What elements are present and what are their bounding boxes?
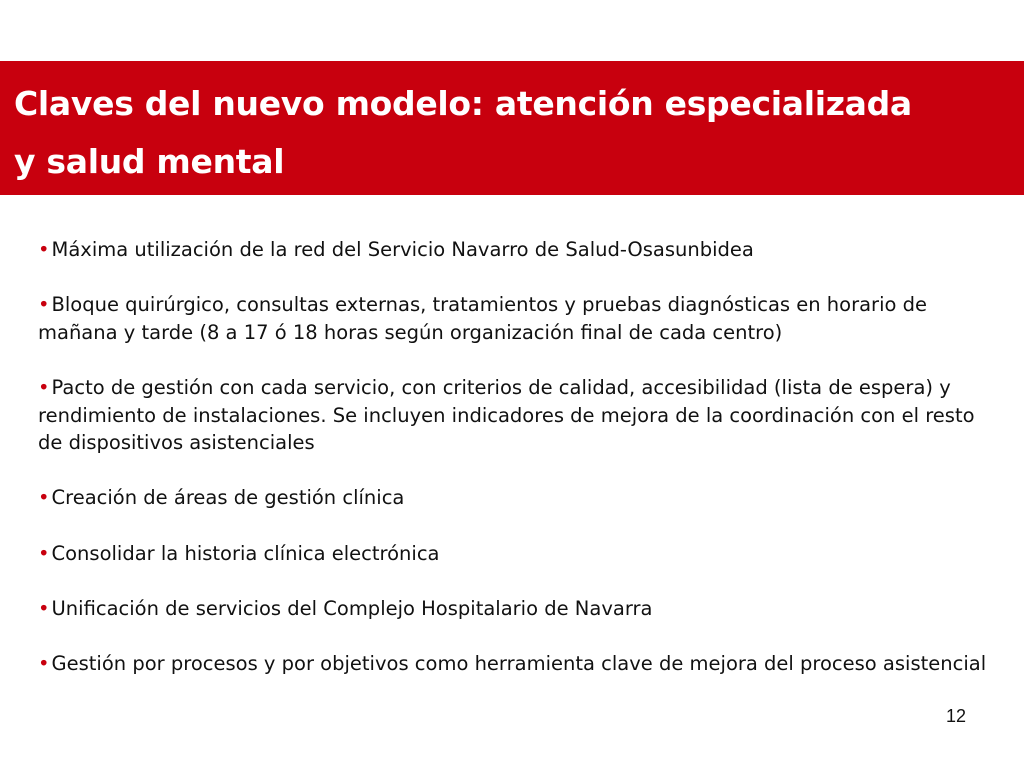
slide-title-line-2: y salud mental xyxy=(14,142,285,181)
bullet-text: Creación de áreas de gestión clínica xyxy=(51,486,405,510)
bullet-marker: • xyxy=(38,238,50,261)
bullet-item xyxy=(38,374,988,457)
bullet-text: Pacto de gestión con cada servicio, con criterios de calidad, accesibilidad (lista de espera) y rendimiento de instalaciones. Se incluyen indicadores de mejora de la coordinación con el resto de dispositivos asistenciales xyxy=(38,375,975,455)
bullet-list xyxy=(38,236,988,678)
bullet-item xyxy=(38,484,988,512)
slide-title xyxy=(14,75,1010,191)
bullet-text: Consolidar la historia clínica electrónica xyxy=(51,541,440,565)
bullet-text: Unificación de servicios del Complejo Hospitalario de Navarra xyxy=(51,596,653,620)
title-bar xyxy=(0,61,1024,195)
bullet-item xyxy=(38,236,988,264)
bullet-text: Gestión por procesos y por objetivos como herramienta clave de mejora del proceso asistencial xyxy=(51,651,987,675)
bullet-marker: • xyxy=(38,651,50,675)
bullet-marker: • xyxy=(38,293,50,317)
bullet-marker: • xyxy=(38,541,50,565)
bullet-marker: • xyxy=(38,596,50,620)
bullet-item xyxy=(38,595,988,623)
page-number: 12 xyxy=(945,706,966,726)
bullet-item xyxy=(38,291,988,346)
bullet-item xyxy=(38,540,988,568)
bullet-text: Máxima utilización de la red del Servicio Navarro de Salud-Osasunbidea xyxy=(51,238,754,261)
slide-title-line-1: Claves del nuevo modelo: atención especializada xyxy=(14,84,912,123)
bullet-marker: • xyxy=(38,375,50,399)
bullet-item xyxy=(38,650,988,678)
bullet-text: Bloque quirúrgico, consultas externas, tratamientos y pruebas diagnósticas en horario de mañana y tarde (8 a 17 ó 18 horas según organización final de cada centro) xyxy=(38,293,927,344)
bullet-marker: • xyxy=(38,486,50,510)
